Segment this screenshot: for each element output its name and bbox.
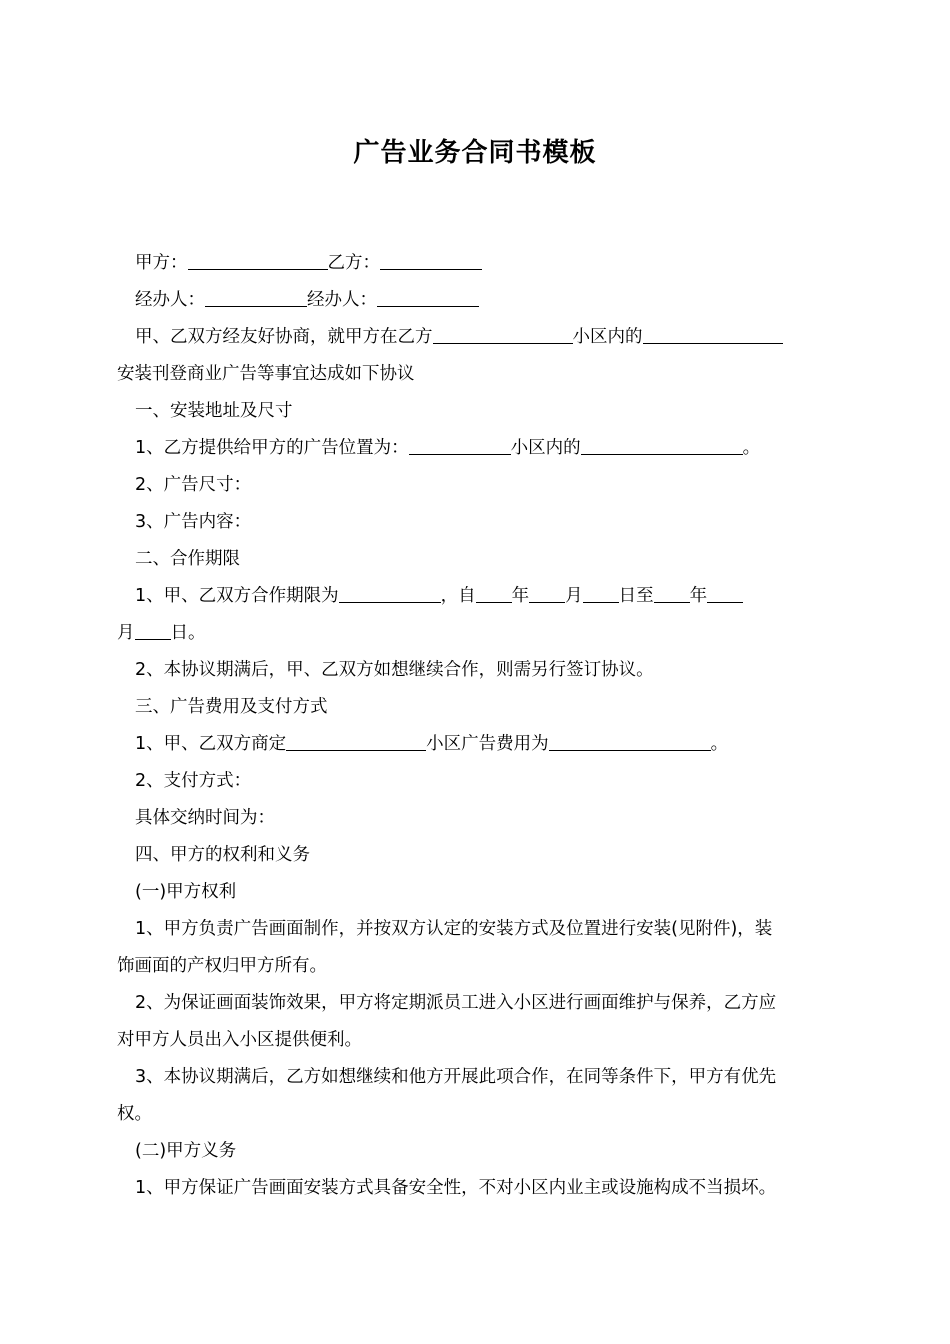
section-1-item-1 bbox=[117, 430, 839, 467]
clause-text: 。 bbox=[742, 438, 761, 458]
clause-text: 1、乙方提供给甲方的广告位置为： bbox=[135, 438, 409, 458]
fee-blank bbox=[549, 730, 711, 751]
start-month-blank bbox=[529, 582, 565, 603]
start-day-blank bbox=[583, 582, 619, 603]
section-4-sub-2: (二)甲方义务 bbox=[135, 1141, 237, 1161]
end-year-blank bbox=[654, 582, 690, 603]
end-month-blank-part bbox=[707, 582, 743, 603]
section-2-item-1 bbox=[117, 578, 839, 615]
rights-1-line-2: 饰画面的产权归甲方所有。 bbox=[117, 956, 327, 976]
intro-blank-1 bbox=[433, 323, 573, 344]
section-3-item-3: 具体交纳时间为： bbox=[135, 808, 275, 828]
section-2-item-1-cont bbox=[117, 615, 839, 652]
clause-text: 1、甲、乙双方商定 bbox=[135, 734, 287, 754]
rights-2-line-2: 对甲方人员出入小区提供便利。 bbox=[117, 1030, 362, 1050]
duty-1: 1、甲方保证广告画面安装方式具备安全性，不对小区内业主或设施构成不当损坏。 bbox=[135, 1178, 777, 1198]
section-1-item-2: 2、广告尺寸： bbox=[135, 475, 252, 495]
clause-text: 小区内的 bbox=[510, 438, 581, 458]
community-blank bbox=[286, 730, 426, 751]
document-body bbox=[117, 245, 839, 1207]
section-2-item-2: 2、本协议期满后，甲、乙双方如想继续合作，则需另行签订协议。 bbox=[135, 660, 654, 680]
clause-text: ，自 bbox=[440, 586, 476, 606]
clause-text: 月 bbox=[565, 586, 583, 606]
rights-2-line-1: 2、为保证画面装饰效果，甲方将定期派员工进入小区进行画面维护与保养，乙方应 bbox=[135, 993, 777, 1013]
start-year-blank bbox=[476, 582, 512, 603]
clause-text: 日至 bbox=[618, 586, 654, 606]
rights-3-line-1: 3、本协议期满后，乙方如想继续和他方开展此项合作，在同等条件下，甲方有优先 bbox=[135, 1067, 777, 1087]
end-day-blank bbox=[135, 619, 171, 640]
location-detail-blank bbox=[581, 434, 743, 455]
party-a-label: 甲方： bbox=[135, 253, 188, 273]
location-blank bbox=[409, 434, 511, 455]
agent-b-blank bbox=[377, 286, 479, 307]
party-b-blank bbox=[380, 249, 482, 270]
section-3-item-2: 2、支付方式： bbox=[135, 771, 252, 791]
rights-3-line-2: 权。 bbox=[117, 1104, 152, 1124]
clause-text: 月 bbox=[117, 623, 135, 643]
party-a-blank bbox=[188, 249, 328, 270]
intro-line-2: 安装刊登商业广告等事宜达成如下协议 bbox=[117, 364, 415, 384]
section-3-heading: 三、广告费用及支付方式 bbox=[135, 697, 328, 717]
agent-a-label: 经办人： bbox=[135, 290, 205, 310]
clause-text: 年 bbox=[689, 586, 708, 606]
clause-text: 日。 bbox=[170, 623, 206, 643]
section-1-item-3: 3、广告内容： bbox=[135, 512, 252, 532]
intro-text: 小区内的 bbox=[572, 327, 643, 347]
intro-text: 甲、乙双方经友好协商，就甲方在乙方 bbox=[135, 327, 433, 347]
section-4-sub-1: (一)甲方权利 bbox=[135, 882, 237, 902]
clause-text: 年 bbox=[511, 586, 530, 606]
intro-blank-2 bbox=[643, 323, 783, 344]
parties-line bbox=[117, 245, 839, 282]
section-1-heading: 一、安装地址及尺寸 bbox=[135, 401, 293, 421]
party-b-label: 乙方： bbox=[327, 253, 380, 273]
rights-1-line-1: 1、甲方负责广告画面制作，并按双方认定的安装方式及位置进行安装(见附件)，装 bbox=[135, 919, 773, 939]
term-blank bbox=[339, 582, 441, 603]
clause-text: 。 bbox=[710, 734, 729, 754]
clause-text: 1、甲、乙双方合作期限为 bbox=[135, 586, 339, 606]
section-2-heading: 二、合作期限 bbox=[135, 549, 240, 569]
agent-a-blank bbox=[205, 286, 307, 307]
clause-text: 小区广告费用为 bbox=[426, 734, 549, 754]
page-title: 广告业务合同书模板 bbox=[353, 138, 597, 168]
agents-line bbox=[117, 282, 839, 319]
intro-line-1 bbox=[117, 319, 839, 356]
agent-b-label: 经办人： bbox=[307, 290, 377, 310]
section-4-heading: 四、甲方的权利和义务 bbox=[135, 845, 310, 865]
section-3-item-1 bbox=[117, 726, 839, 763]
